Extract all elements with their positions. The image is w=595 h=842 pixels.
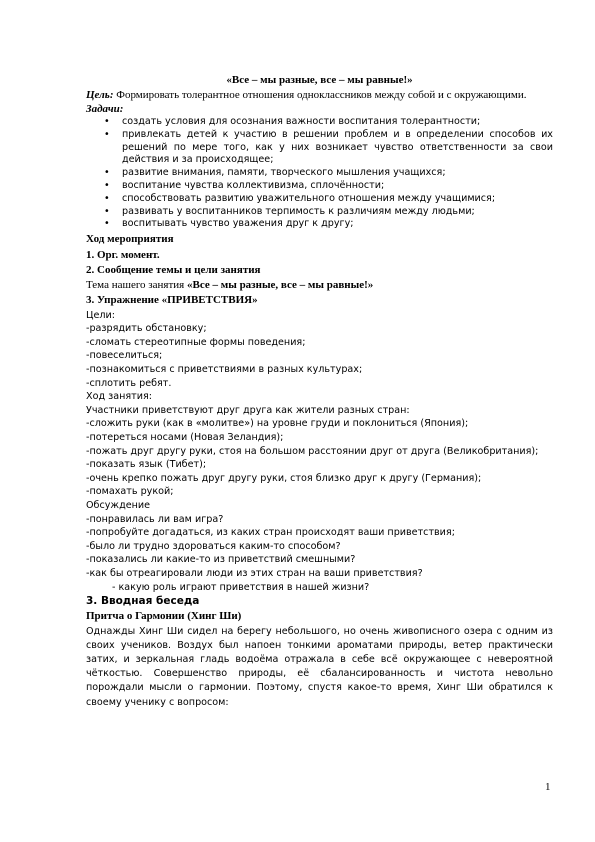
task-item: • развивать у воспитанников терпимость к различиям между людьми;: [122, 206, 553, 219]
exercise-line: -повеселиться;: [86, 350, 163, 362]
document-title: «Все – мы разные, все – мы равные!»: [226, 74, 413, 86]
exercise-line: -помахать рукой;: [86, 486, 174, 498]
exercise-line: -показать язык (Тибет);: [86, 459, 207, 471]
tasks-label: Задачи:: [86, 102, 124, 115]
step-3b-heading: 3. Вводная беседа: [86, 595, 200, 608]
step-3-heading: 3. Упражнение «ПРИВЕТСТВИЯ»: [86, 294, 258, 307]
task-item: • создать условия для осознания важности воспитания толерантности;: [122, 116, 553, 129]
exercise-line: -попробуйте догадаться, из каких стран происходят ваши приветствия;: [86, 527, 455, 539]
exercise-line: -очень крепко пожать друг другу руки, стоя близко друг к другу (Германия);: [86, 472, 482, 484]
step-1-heading: 1. Орг. момент.: [86, 248, 160, 261]
topic-line: [86, 279, 553, 293]
exercise-line: Обсуждение: [86, 499, 151, 511]
exercise-line: Участники приветствуют друг друга как жители разных стран:: [86, 404, 410, 416]
exercise-line: -познакомиться с приветствиями в разных культурах;: [86, 364, 363, 376]
exercise-line: -сплотить ребят.: [86, 377, 172, 389]
exercise-line: -разрядить обстановку;: [86, 323, 207, 335]
topic-name: «Все – мы разные, все – мы равные!»: [187, 278, 374, 291]
exercise-line: -потереться носами (Новая Зеландия);: [86, 432, 284, 444]
exercise-line: Цели:: [86, 309, 115, 321]
course-heading: Ход мероприятия: [86, 233, 174, 246]
parable-title: Притча о Гармонии (Хинг Ши): [86, 610, 242, 623]
exercise-line: - какую роль играют приветствия в нашей жизни?: [112, 581, 370, 593]
exercise-line: -показались ли какие-то из приветствий смешными?: [86, 554, 356, 566]
exercise-line: -сложить руки (как в «молитве») на уровне груди и поклониться (Япония);: [86, 418, 469, 430]
goal-paragraph: [86, 89, 553, 103]
goal-text: Формировать толерантное отношения одноклассников между собой и с окружающими.: [113, 89, 527, 101]
page-number: 1: [545, 781, 551, 793]
topic-prefix: Тема нашего занятия: [86, 278, 187, 291]
parable-text: Однажды Хинг Ши сидел на берегу небольшого, но очень живописного озера с одним из своих учеников. Воздух был напоен тонкими ароматами природы, ветер практически затих, и зеркальная гладь водоёма отражала в себе всё окружающее с невероятной чёткостью. Совершенство природы, её сбалансированность и чистота невольно порождали мысли о гармонии. Поэтому, спустя какое-то время, Хинг Ши обратился к своему ученику с вопросом:: [86, 625, 553, 708]
task-item: • развитие внимания, памяти, творческого мышления учащихся;: [122, 167, 553, 180]
exercise-line: -было ли трудно здороваться каким-то способом?: [86, 540, 341, 552]
exercise-block: [86, 309, 553, 594]
task-item: • воспитание чувства коллективизма, сплочённости;: [122, 180, 553, 193]
document-page: [86, 73, 553, 710]
step-2-heading: 2. Сообщение темы и цели занятия: [86, 264, 261, 277]
task-item: • привлекать детей к участию в решении проблем и в определении способов их решений по мере того, как у них возникает чувство ответственности за свои действия и за происходящее;: [122, 129, 553, 167]
exercise-line: Ход занятия:: [86, 391, 152, 403]
task-item: • способствовать развитию уважительного отношения между учащимися;: [122, 193, 553, 206]
exercise-line: -понравилась ли вам игра?: [86, 513, 224, 525]
exercise-line: -пожать друг другу руки, стоя на большом расстоянии друг от друга (Великобритания);: [86, 445, 539, 457]
goal-label: Цель:: [86, 89, 114, 101]
task-item: • воспитывать чувство уважения друг к другу;: [122, 218, 553, 231]
exercise-line: -сломать стереотипные формы поведения;: [86, 336, 306, 348]
exercise-line: -как бы отреагировали люди из этих стран на ваши приветствия?: [86, 567, 423, 579]
tasks-list: [86, 116, 553, 231]
